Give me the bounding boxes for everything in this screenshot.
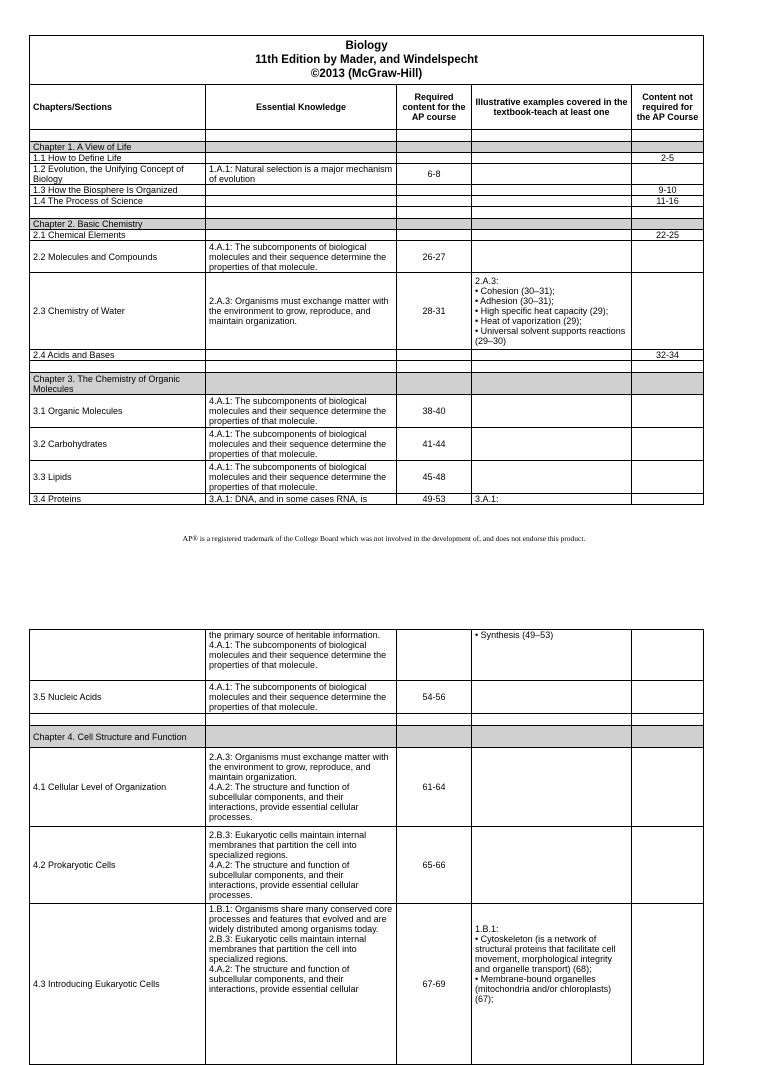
required-pages: 26-27 — [397, 241, 472, 273]
col-essential: Essential Knowledge — [206, 85, 397, 130]
required-pages: 61-64 — [397, 748, 472, 827]
section-row — [30, 241, 704, 273]
chapter-row — [30, 373, 704, 395]
required-pages: 54-56 — [397, 681, 472, 714]
chapter-row — [30, 726, 704, 748]
chapter-title: Chapter 2. Basic Chemistry — [30, 219, 206, 230]
section-title: 3.5 Nucleic Acids — [30, 681, 206, 714]
section-title: 4.3 Introducing Eukaryotic Cells — [30, 904, 206, 1065]
section-row — [30, 461, 704, 494]
list-item: • Adhesion (30–31); — [475, 296, 554, 306]
list-item: • Heat of vaporization (29); — [475, 316, 582, 326]
section-row — [30, 395, 704, 428]
chapter-title: Chapter 1. A View of Life — [30, 142, 206, 153]
syllabus-table-page-1 — [29, 35, 704, 505]
required-pages: 49-53 — [397, 494, 472, 505]
section-row — [30, 827, 704, 904]
list-item: • High specific heat capacity (29); — [475, 306, 609, 316]
section-row — [30, 681, 704, 714]
section-row — [30, 904, 704, 1065]
not-required-pages: 22-25 — [632, 230, 704, 241]
illustrative-examples — [472, 273, 632, 350]
chapter-title: Chapter 3. The Chemistry of Organic Molecules — [30, 373, 206, 395]
col-chapters: Chapters/Sections — [30, 85, 206, 130]
illustrative-examples: • Synthesis (49–53) — [472, 630, 632, 681]
essential-knowledge: 3.A.1: DNA, and in some cases RNA, is — [206, 494, 397, 505]
section-title: 3.1 Organic Molecules — [30, 395, 206, 428]
required-pages: 45-48 — [397, 461, 472, 494]
section-title: 2.3 Chemistry of Water — [30, 273, 206, 350]
essential-knowledge: 1.B.1: Organisms share many conserved core processes and features that evolved and are widely distributed among organisms today. 2.B.3: Eukaryotic cells maintain internal membranes that partition the cell into specialized regions. 4.A.2: The structure and function of subcellular components, and their interactions, provide essential cellular — [206, 904, 397, 1065]
required-pages: 38-40 — [397, 395, 472, 428]
section-row — [30, 164, 704, 185]
section-row — [30, 185, 704, 196]
not-required-pages: 11-16 — [632, 196, 704, 207]
section-title: 1.2 Evolution, the Unifying Concept of Biology — [30, 164, 206, 185]
section-title: 4.2 Prokaryotic Cells — [30, 827, 206, 904]
section-row — [30, 273, 704, 350]
not-required-pages: 2-5 — [632, 153, 704, 164]
essential-knowledge: 4.A.1: The subcomponents of biological molecules and their sequence determine the properties of that molecule. — [206, 241, 397, 273]
book-copyright: ©2013 (McGraw-Hill) — [310, 68, 423, 80]
not-required-pages: 32-34 — [632, 350, 704, 361]
section-row — [30, 350, 704, 361]
essential-knowledge: 2.B.3: Eukaryotic cells maintain internal membranes that partition the cell into specialized regions. 4.A.2: The structure and function of subcellular components, and their interactions, provide essential cellular processes. — [206, 827, 397, 904]
spacer-row — [30, 207, 704, 219]
trademark-footnote: AP® is a registered trademark of the College Board which was not involved in the development of, and does not endorse this product. — [182, 534, 586, 543]
spacer-row — [30, 130, 704, 142]
not-required-pages: 9-10 — [632, 185, 704, 196]
document-header — [30, 36, 704, 85]
syllabus-table-page-2 — [29, 629, 704, 1065]
illustrative-heading: 2.A.3: — [475, 276, 499, 286]
col-not-required: Content not required for the AP Course — [632, 85, 704, 130]
section-title: 3.2 Carbohydrates — [30, 428, 206, 461]
essential-knowledge: 2.A.3: Organisms must exchange matter with the environment to grow, reproduce, and maintain organization. 4.A.2: The structure and function of subcellular components, and their interactions, provide essential cellular processes. — [206, 748, 397, 827]
required-pages: 67-69 — [397, 904, 472, 1065]
section-row — [30, 428, 704, 461]
required-pages: 41-44 — [397, 428, 472, 461]
book-edition: 11th Edition by Mader, and Windelspecht — [255, 54, 478, 66]
section-title: 3.3 Lipids — [30, 461, 206, 494]
chapter-row — [30, 219, 704, 230]
book-title: Biology — [345, 40, 388, 52]
section-title: 1.1 How to Define Life — [30, 153, 206, 164]
required-pages: 28-31 — [397, 273, 472, 350]
section-title: 1.4 The Process of Science — [30, 196, 206, 207]
essential-knowledge: the primary source of heritable information. 4.A.1: The subcomponents of biological molecules and their sequence determine the properties of that molecule. — [206, 630, 397, 681]
section-row — [30, 494, 704, 505]
section-row — [30, 196, 704, 207]
spacer-row — [30, 714, 704, 726]
essential-knowledge: 2.A.3: Organisms must exchange matter with the environment to grow, reproduce, and maintain organization. — [206, 273, 397, 350]
illustrative-examples: 1.B.1: • Cytoskeleton (is a network of structural proteins that facilitate cell movement, morphological integrity and organelle transport) (68); • Membrane-bound organelles (mitochondria and/or chloroplasts) (67); — [472, 904, 632, 1065]
required-pages: 6-8 — [397, 164, 472, 185]
chapter-title: Chapter 4. Cell Structure and Function — [30, 726, 206, 748]
chapter-row — [30, 142, 704, 153]
spacer-row — [30, 361, 704, 373]
essential-knowledge: 4.A.1: The subcomponents of biological molecules and their sequence determine the properties of that molecule. — [206, 428, 397, 461]
section-title: 1.3 How the Biosphere Is Organized — [30, 185, 206, 196]
section-row — [30, 748, 704, 827]
section-row — [30, 153, 704, 164]
section-title: 3.4 Proteins — [30, 494, 206, 505]
illustrative-examples: 3.A.1: — [472, 494, 632, 505]
list-item: • Universal solvent supports reactions (29–30) — [475, 326, 626, 346]
col-required: Required content for the AP course — [397, 85, 472, 130]
required-pages: 65-66 — [397, 827, 472, 904]
essential-knowledge: 4.A.1: The subcomponents of biological molecules and their sequence determine the properties of that molecule. — [206, 395, 397, 428]
section-title: 2.1 Chemical Elements — [30, 230, 206, 241]
section-row — [30, 630, 704, 681]
section-title: 2.2 Molecules and Compounds — [30, 241, 206, 273]
section-row — [30, 230, 704, 241]
section-title: 2.4 Acids and Bases — [30, 350, 206, 361]
essential-knowledge: 4.A.1: The subcomponents of biological molecules and their sequence determine the properties of that molecule. — [206, 461, 397, 494]
essential-knowledge: 4.A.1: The subcomponents of biological molecules and their sequence determine the properties of that molecule. — [206, 681, 397, 714]
col-illustrative: Illustrative examples covered in the textbook-teach at least one — [472, 85, 632, 130]
section-title: 4.1 Cellular Level of Organization — [30, 748, 206, 827]
essential-knowledge: 1.A.1: Natural selection is a major mechanism of evolution — [206, 164, 397, 185]
illustrative-list — [475, 286, 628, 346]
column-header-row — [30, 85, 704, 130]
list-item: • Cohesion (30–31); — [475, 286, 555, 296]
